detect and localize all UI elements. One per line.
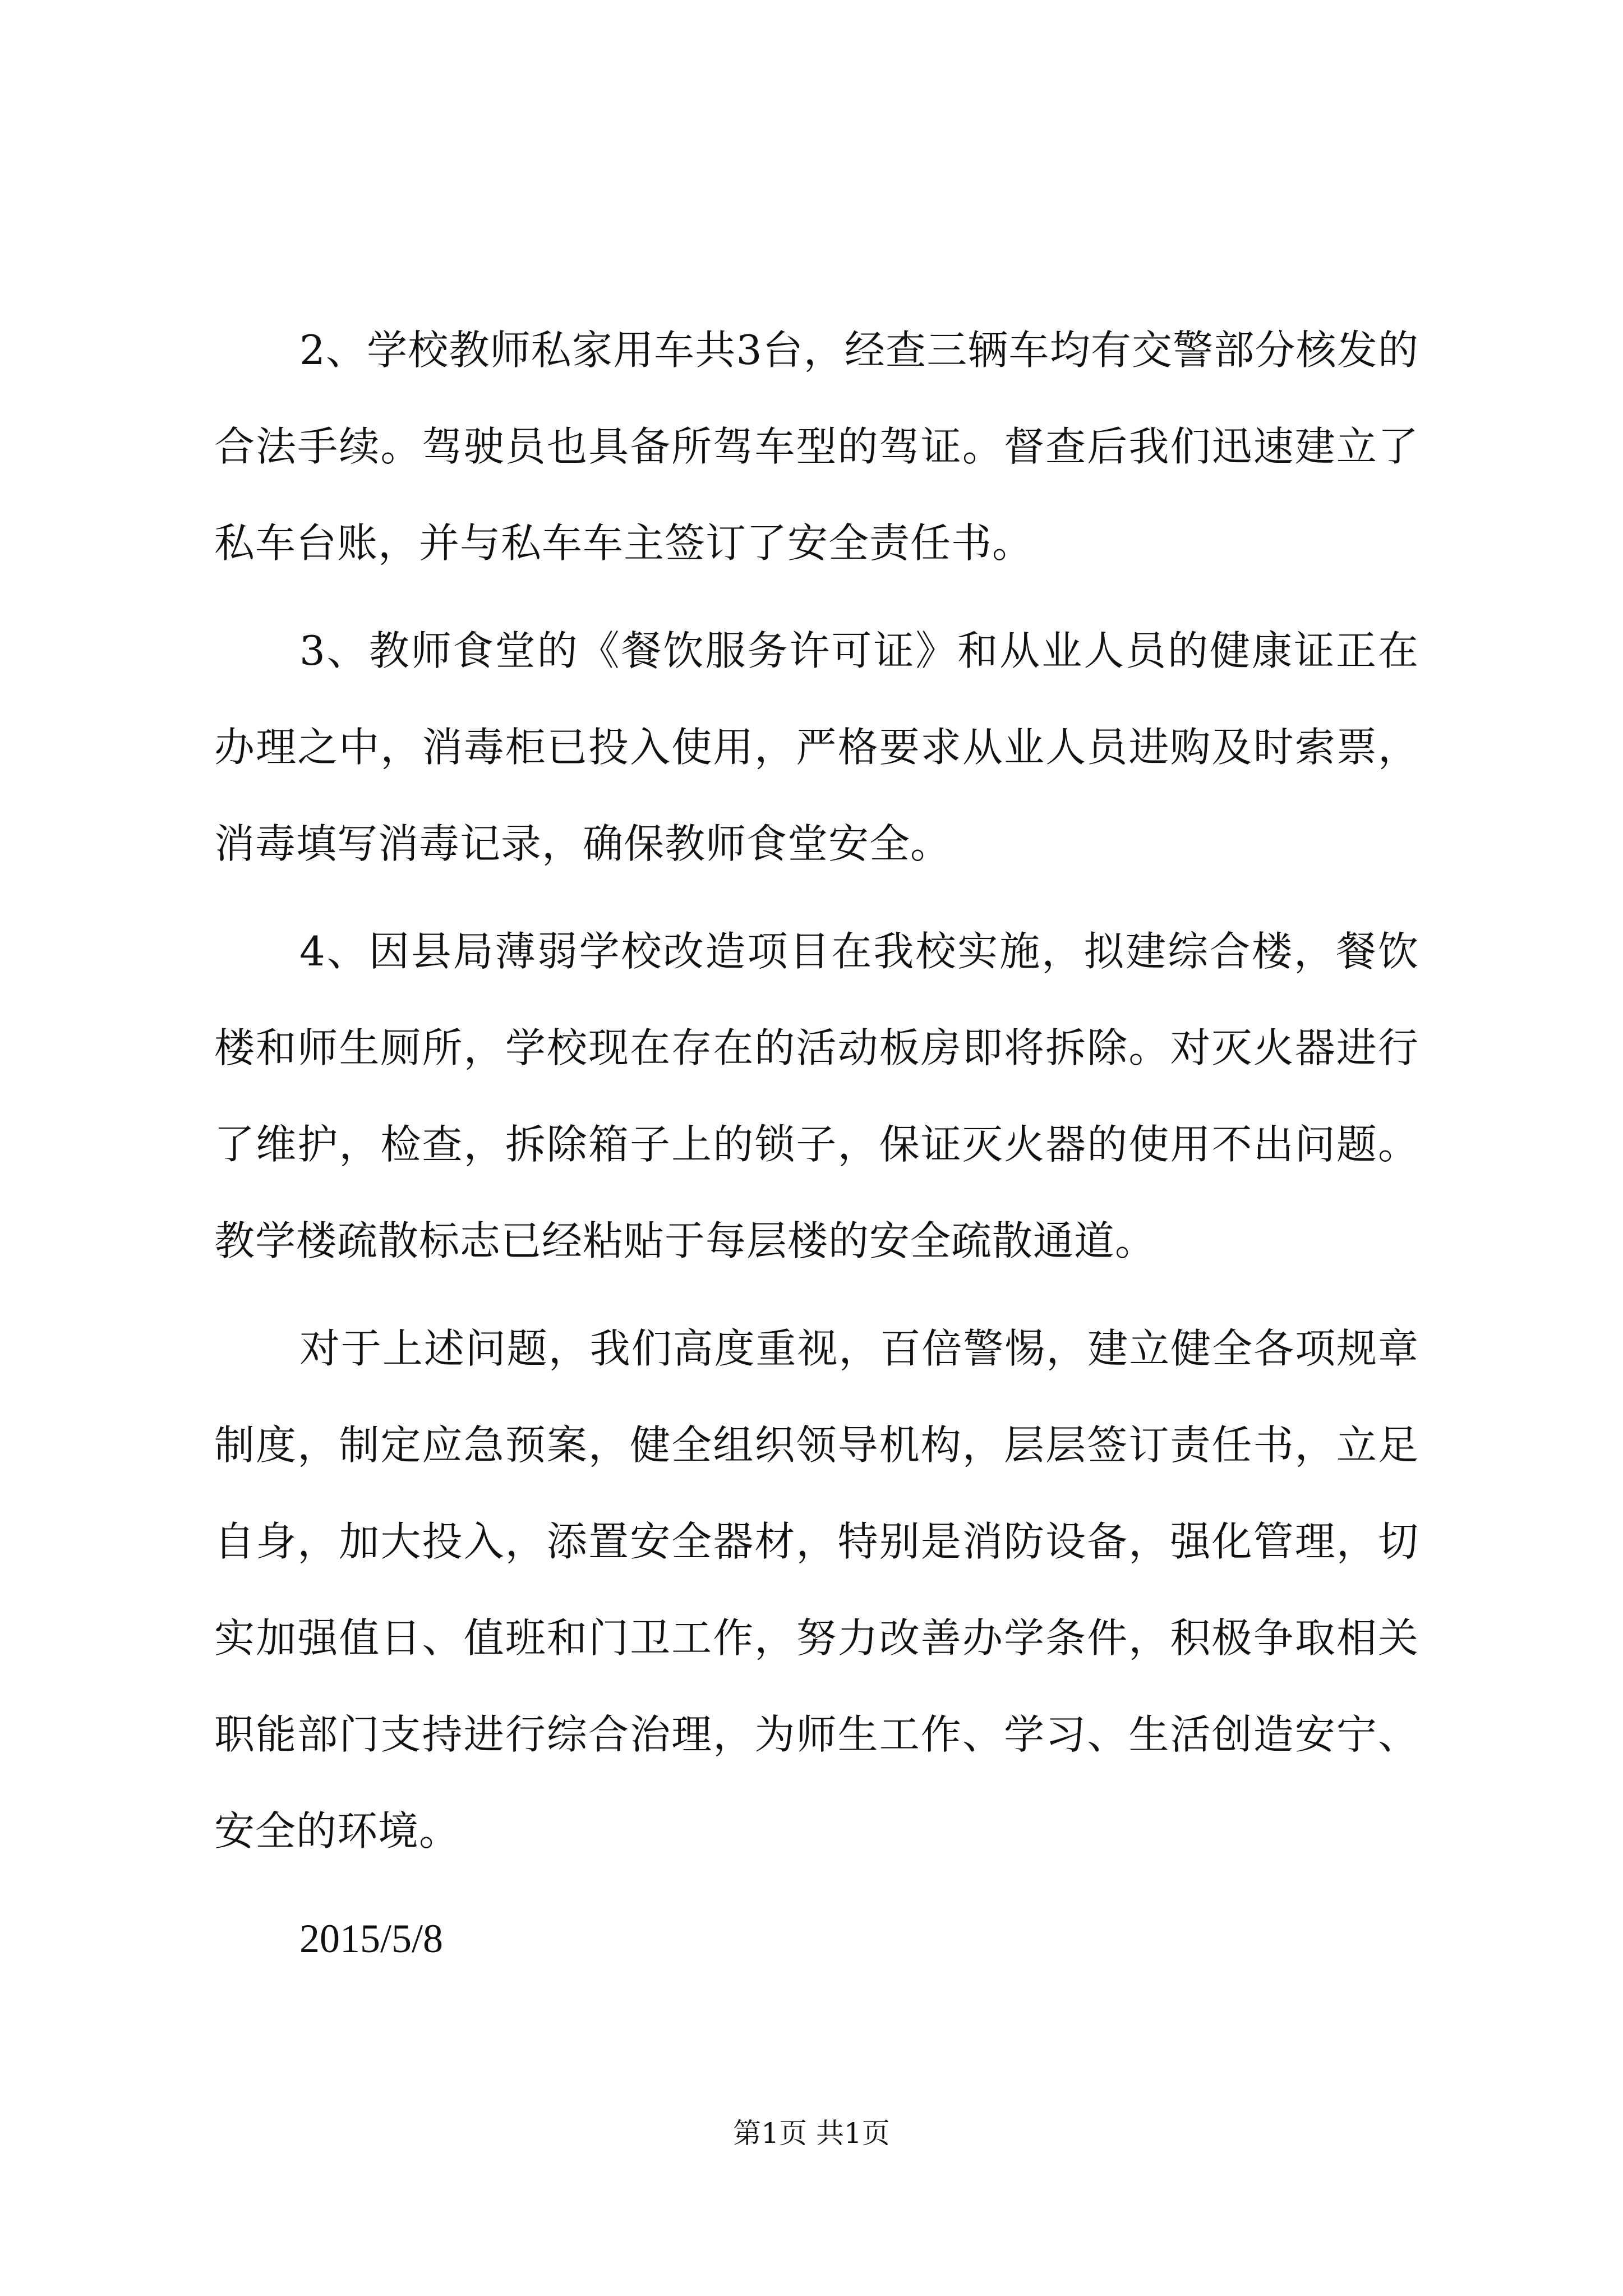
paragraph-canteen: 3、教师食堂的《餐饮服务许可证》和从业人员的健康证正在办理之中，消毒柜已投入使用，严格要求从业人员进购及时索票，消毒填写消毒记录，确保教师食堂安全。 — [214, 627, 1419, 867]
document-body — [214, 302, 1419, 1987]
page-footer: 第1页 共1页 — [733, 2117, 890, 2150]
document-date: 2015/5/8 — [299, 1916, 444, 1961]
paragraph-vehicles: 2、学校教师私家用车共3台，经查三辆车均有交警部分核发的合法手续。驾驶员也具备所驾车型的驾证。督查后我们迅速建立了私车台账，并与私车车主签订了安全责任书。 — [214, 326, 1419, 567]
paragraph-summary: 对于上述问题，我们高度重视，百倍警惕，建立健全各项规章制度，制定应急预案，健全组织领导机构，层层签订责任书，立足自身，加大投入，添置安全器材，特别是消防设备，强化管理，切实加强值日、值班和门卫工作，努力改善办学条件，积极争取相关职能部门支持进行综合治理，为师生工作、学习、生活创造安宁、安全的环境。 — [214, 1325, 1419, 1855]
paragraph-renovation: 4、因县局薄弱学校改造项目在我校实施，拟建综合楼，餐饮楼和师生厕所，学校现在存在的活动板房即将拆除。对灭火器进行了维护，检查，拆除箱子上的锁子，保证灭火器的使用不出问题。教学楼疏散标志已经粘贴于每层楼的安全疏散通道。 — [214, 928, 1419, 1264]
